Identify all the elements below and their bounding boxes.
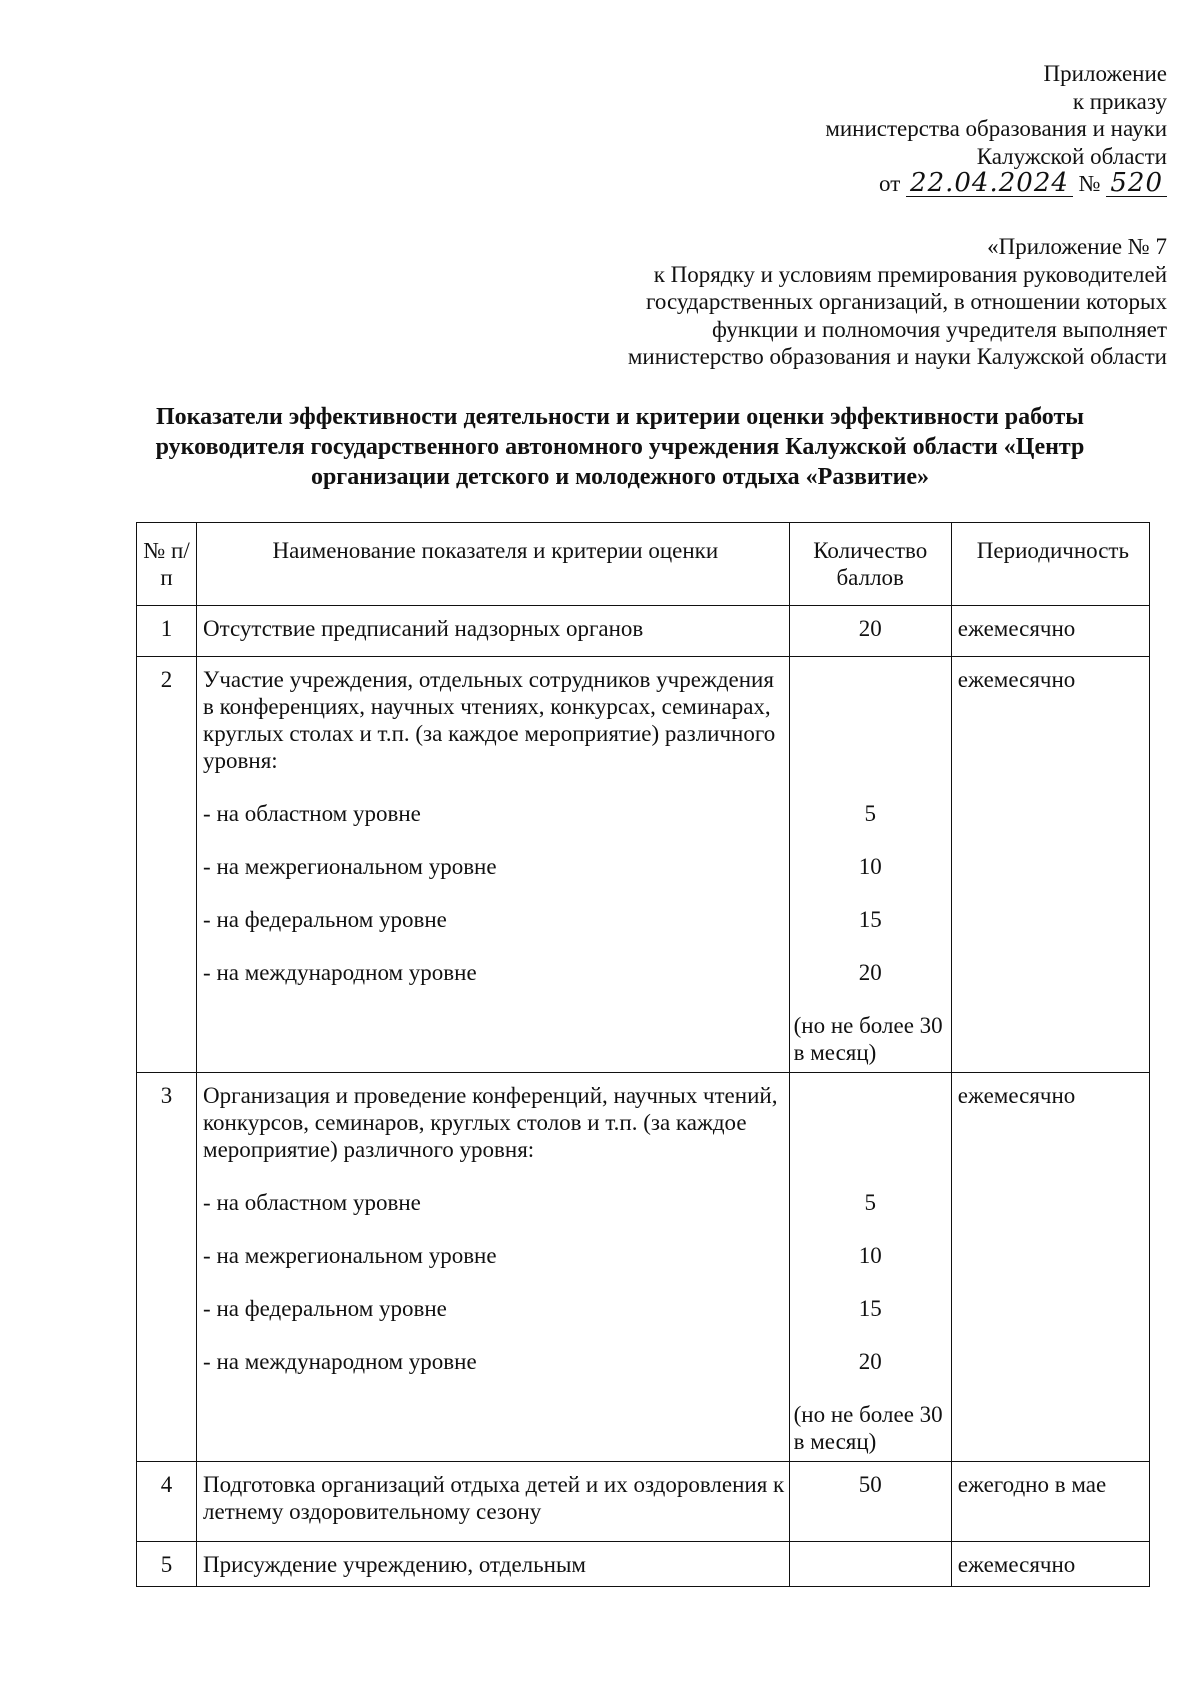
sub-item-score: 5 (864, 1190, 876, 1215)
score-limit-note: (но не более 30 в месяц) (793, 1402, 943, 1454)
document-title (120, 402, 1120, 492)
sub-item-score: 15 (858, 1296, 882, 1321)
header-period: Периодичность (951, 523, 1149, 606)
table-row (137, 1462, 1150, 1542)
sub-item-score: 20 (858, 960, 882, 985)
appendix-line: Приложение (1043, 61, 1167, 86)
order-line (825, 170, 1167, 198)
row-score: 20 (789, 606, 951, 657)
appendix-line: министерства образования и науки (825, 116, 1167, 141)
row-score-cell (789, 657, 951, 1073)
sub-item-score: 10 (858, 1243, 882, 1268)
row-score-cell (789, 1073, 951, 1462)
row-name: Организация и проведение конференций, научных чтений, конкурсов, семинаров, круглых столов и т.п. (за каждое мероприятие) различного уровня: (203, 1083, 778, 1162)
criteria-table (136, 522, 1150, 1587)
annex-line: министерство образования и науки Калужской области (627, 344, 1167, 369)
row-num: 4 (137, 1462, 197, 1542)
sub-item-label: - на федеральном уровне (203, 1296, 447, 1321)
title-line: Показатели эффективности деятельности и критерии оценки эффективности работы (155, 404, 1085, 430)
table-header-row (137, 523, 1150, 606)
row-num: 2 (137, 657, 197, 1073)
header-num: № п/п (137, 523, 197, 606)
order-number-sign: № (1078, 171, 1101, 196)
sub-item-score: 20 (858, 1349, 882, 1374)
sub-item-label: - на областном уровне (203, 1190, 421, 1215)
row-num: 5 (137, 1542, 197, 1587)
table-row (137, 1073, 1150, 1462)
row-period: ежемесячно (951, 657, 1149, 1073)
order-date-handwritten: 22.04.2024 (906, 170, 1073, 197)
table-row (137, 606, 1150, 657)
row-name: Присуждение учреждению, отдельным (197, 1542, 790, 1587)
order-number-handwritten: 520 (1106, 170, 1167, 197)
score-limit-note: (но не более 30 в месяц) (793, 1013, 943, 1065)
annex-line: «Приложение № 7 (987, 234, 1167, 259)
row-score (789, 1542, 951, 1587)
sub-item-score: 10 (858, 854, 882, 879)
row-name: Отсутствие предписаний надзорных органов (197, 606, 790, 657)
title-line: руководителя государственного автономного учреждения Калужской области «Центр (155, 434, 1085, 460)
sub-item-label: - на областном уровне (203, 801, 421, 826)
row-num: 3 (137, 1073, 197, 1462)
annex-line: функции и полномочия учредителя выполняет (711, 316, 1167, 342)
sub-item-label: - на международном уровне (203, 1349, 477, 1374)
header-score: Количество баллов (789, 523, 951, 606)
appendix-line: к приказу (1072, 88, 1167, 114)
annex-line: государственных организаций, в отношении которых (646, 289, 1167, 314)
appendix-line: Калужской области (976, 143, 1167, 169)
table-row (137, 1542, 1150, 1587)
row-period: ежемесячно (951, 1073, 1149, 1462)
row-name-cell (197, 657, 790, 1073)
appendix-header (825, 60, 1167, 198)
row-period: ежемесячно (951, 1542, 1149, 1587)
order-prefix: от (879, 171, 901, 196)
sub-item-score: 15 (858, 907, 882, 932)
row-period: ежегодно в мае (951, 1462, 1149, 1542)
sub-item-label: - на международном уровне (203, 960, 477, 985)
annex-header (628, 233, 1167, 371)
row-num: 1 (137, 606, 197, 657)
sub-item-label: - на межрегиональном уровне (203, 1243, 497, 1268)
row-name: Подготовка организаций отдыха детей и их оздоровления к летнему оздоровительному сезону (197, 1462, 790, 1542)
header-name: Наименование показателя и критерии оценки (197, 523, 790, 606)
sub-item-score: 5 (864, 801, 876, 826)
sub-item-label: - на федеральном уровне (203, 907, 447, 932)
row-period: ежемесячно (951, 606, 1149, 657)
annex-line: к Порядку и условиям премирования руководителей (653, 261, 1167, 287)
sub-item-label: - на межрегиональном уровне (203, 854, 497, 879)
row-score: 50 (789, 1462, 951, 1542)
row-name: Участие учреждения, отдельных сотрудников учреждения в конференциях, научных чтениях, конкурсах, семинарах, круглых столах и т.п. (за каждое мероприятие) различного уровня: (203, 667, 776, 773)
title-line: организации детского и молодежного отдыха «Развитие» (310, 464, 930, 490)
table-row (137, 657, 1150, 1073)
row-name-cell (197, 1073, 790, 1462)
